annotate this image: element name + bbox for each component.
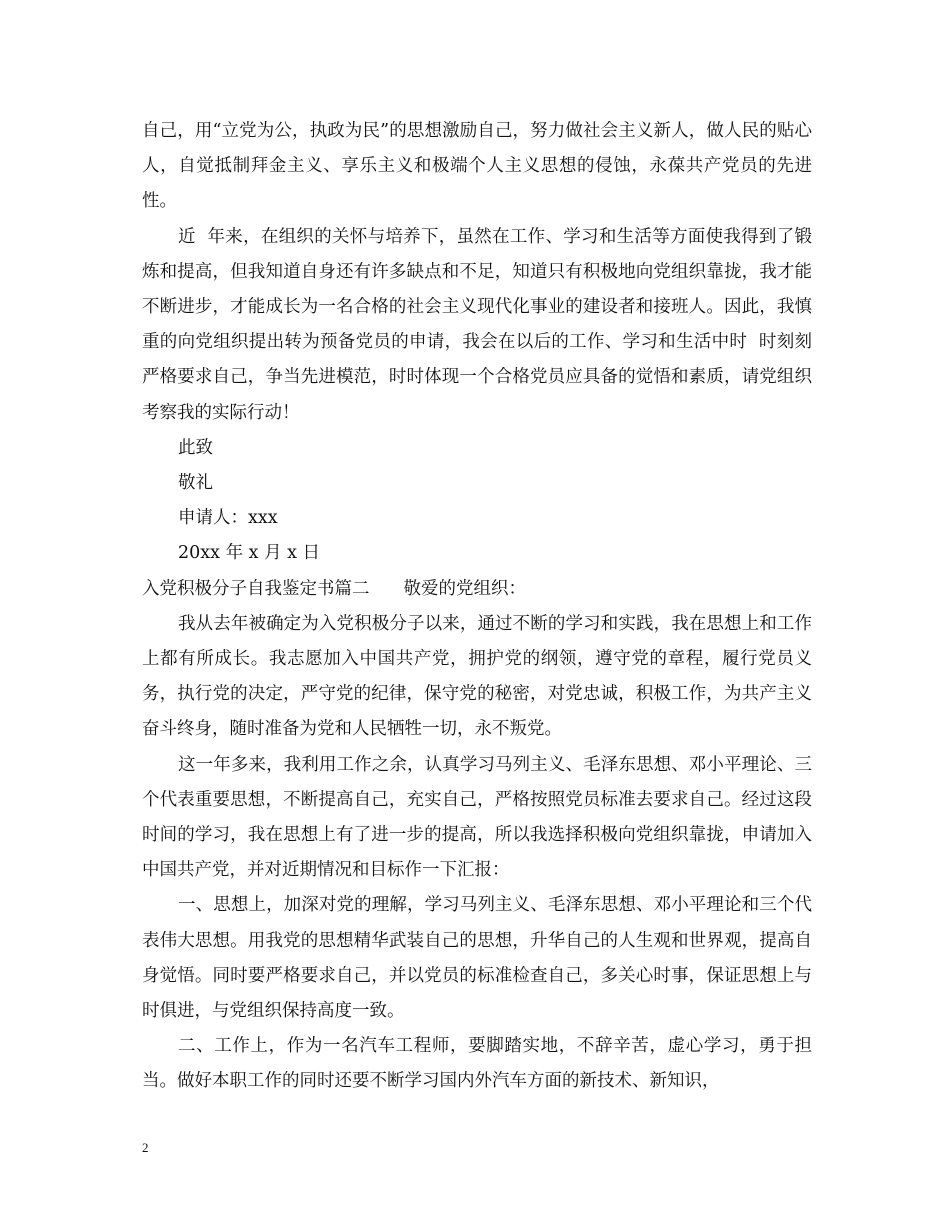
date-line: 20xx 年 x 月 x 日: [178, 543, 321, 564]
salute-line: 敬礼: [178, 473, 213, 494]
paragraph-continuation: 自己，用“立党为公，执政为民”的思想激励自己，努力做社会主义新人，做人民的贴心人，自觉抵制拜金主义、享乐主义和极端个人主义思想的侵蚀，永葆共产党员的先进性。: [142, 121, 812, 212]
paragraph-resolution: 近 年来，在组织的关怀与培养下，虽然在工作、学习和生活等方面使我得到了锻炼和提高，但我知道自身还有许多缺点和不足，知道只有积极地向党组织靠拢，我才能 不断进步，才能成长为一名合格的社会主义现代化事业的建设者和接班人。因此，我慎重的向党组织提出转为预备党员的申请，我会在以后的工作、学习和生活中时 时刻刻严格要求自己，争当先进模范，时时体现一个合格党员应具备的觉悟和素质，请党组织考察我的实际行动！: [142, 226, 824, 423]
paragraph-study: 这一年多来，我利用工作之余，认真学习马列主义、毛泽东思想、邓小平理论、三个代表重要思想，不断提高自己，充实自己，严格按照党员标准去要求自己。经过这段时间的学习，我在思想上有了进一步的提高，所以我选择积极向党组织靠拢，申请加入中国共产党，并对近期情况和目标作一下汇报：: [142, 754, 812, 881]
section-title: 入党积极分子自我鉴定书篇二: [142, 578, 370, 599]
paragraph-thought: 一、思想上，加深对党的理解，学习马列主义、毛泽东思想、邓小平理论和三个代表伟大思想。用我党的思想精华武装自己的思想，升华自己的人生观和世界观，提高自身觉悟。同时要严格要求自己，并以党员的标准检查自己，多关心时事，保证思想上与时俱进，与党组织保持高度一致。: [142, 895, 812, 1022]
document-body: [142, 114, 824, 1100]
paragraph-intro: 我从去年被确定为入党积极分子以来，通过不断的学习和实践，我在思想上和工作上都有所成长。我志愿加入中国共产党，拥护党的纲领，遵守党的章程，履行党员义务，执行党的决定，严守党的纪律，保守党的秘密，对党忠诚，积极工作，为共产主义奋斗终身，随时准备为党和人民牺牲一切，永不叛党。: [142, 613, 812, 740]
closing-line: 此致: [178, 437, 213, 458]
applicant-line: 申请人：xxx: [178, 508, 278, 529]
paragraph-work: 二、工作上，作为一名汽车工程师，要脚踏实地，不辞辛苦，虚心学习，勇于担当。做好本职工作的同时还要不断学习国内外汽车方面的新技术、新知识，: [142, 1036, 812, 1092]
section-heading-line: [142, 572, 812, 607]
greeting: 敬爱的党组织：: [403, 578, 526, 599]
page-number: 2: [142, 1140, 149, 1155]
